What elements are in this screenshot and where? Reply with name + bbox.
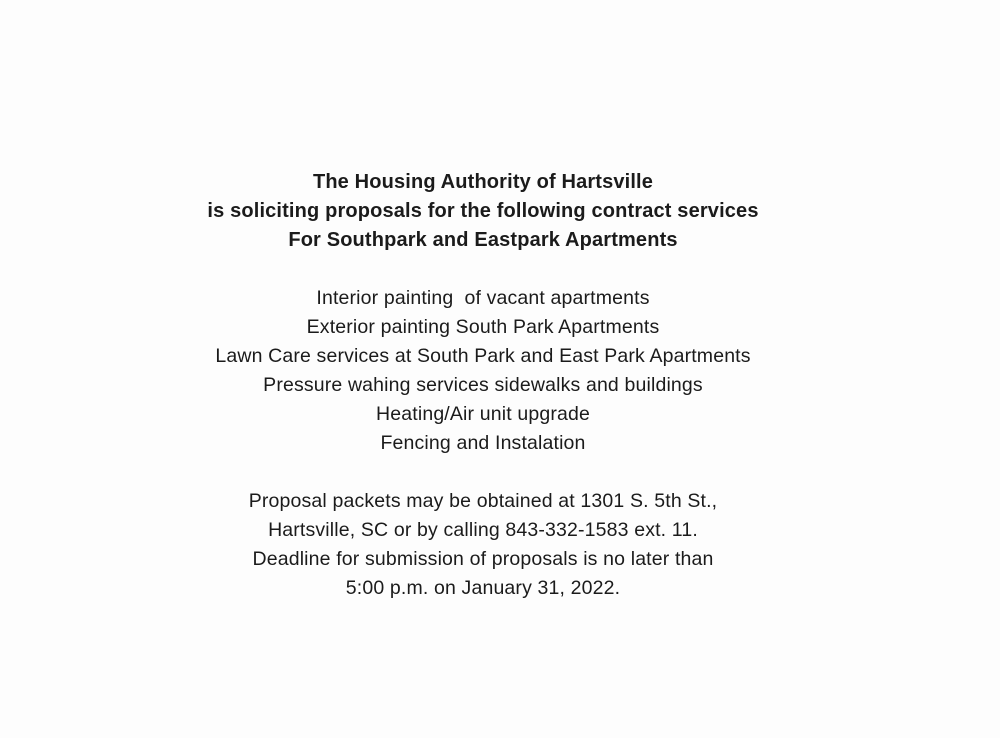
footer-line-2: Hartsville, SC or by calling 843-332-1583 ext. 11.: [268, 519, 698, 541]
notice-heading-line-2: is soliciting proposals for the following contract services: [207, 200, 759, 222]
service-item-3: Lawn Care services at South Park and East Park Apartments: [215, 345, 751, 367]
service-item-4: Pressure wahing services sidewalks and buildings: [263, 374, 703, 396]
footer-line-4: 5:00 p.m. on January 31, 2022.: [345, 577, 621, 599]
service-item-1: Interior painting of vacant apartments: [316, 287, 650, 309]
blank-line-2: [0, 458, 966, 487]
footer-line-3: Deadline for submission of proposals is no later than: [252, 548, 714, 570]
notice-heading-line-1: The Housing Authority of Hartsville: [312, 171, 654, 193]
notice-heading-line-3: For Southpark and Eastpark Apartments: [288, 229, 678, 251]
service-item-2: Exterior painting South Park Apartments: [306, 316, 660, 338]
service-item-6: Fencing and Instalation: [380, 432, 586, 454]
service-item-5: Heating/Air unit upgrade: [376, 403, 590, 425]
footer-line-1: Proposal packets may be obtained at 1301 S. 5th St.,: [248, 490, 718, 512]
blank-line-1: [0, 255, 966, 284]
